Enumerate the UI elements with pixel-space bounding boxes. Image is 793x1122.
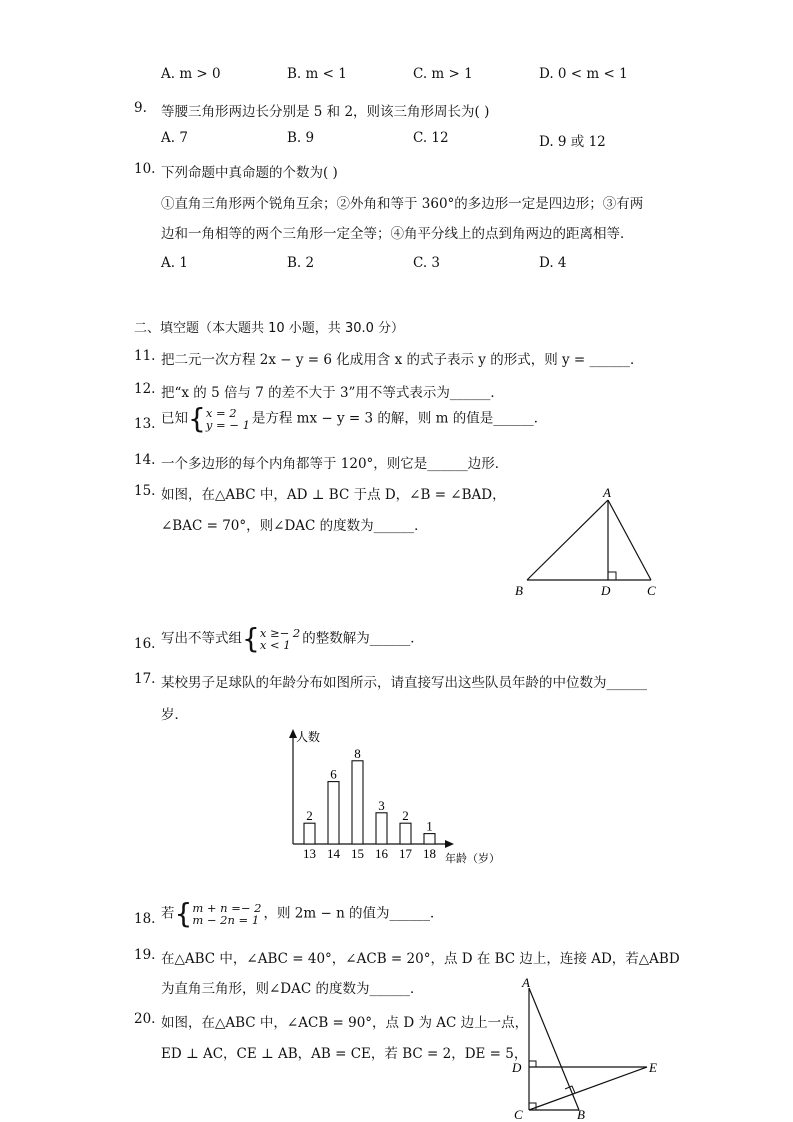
x-axis-label: 年龄（岁） [445, 853, 500, 865]
label-e: E [649, 1060, 657, 1075]
question-14-text: 一个多边形的每个内角都等于 120°，则它是______边形． [161, 456, 509, 472]
label-c: C [647, 583, 656, 598]
question-18-text [161, 897, 444, 930]
equation-system [192, 902, 261, 926]
q9-option-b: B. 9 [287, 130, 315, 146]
question-17-number: 17. [134, 671, 156, 687]
bar-14 [328, 782, 339, 844]
question-text: 下列命题中真命题的个数为( ) [161, 165, 338, 181]
question-number: 10. [134, 161, 156, 177]
question-14-number: 14. [134, 452, 156, 468]
bar-16 [376, 813, 387, 844]
q13-pre: 已知 [161, 410, 188, 427]
q18-pre: 若 [161, 905, 175, 922]
question-11-number: 11. [134, 348, 156, 364]
question-16-number: 16. [134, 636, 156, 652]
question-13-text [161, 402, 548, 435]
bar-15 [352, 761, 363, 844]
question-17-text-line2: 岁． [161, 707, 188, 723]
question-12-number: 12. [134, 381, 156, 397]
section-heading: 二、填空题（本大题共 10 小题，共 30.0 分） [134, 321, 405, 336]
age-bar-chart [278, 726, 518, 868]
question-text-line: ①直角三角形两个锐角互余；②外角和等于 360°的多边形一定是四边形；③有两 [161, 196, 644, 212]
bar-value-label: 6 [330, 766, 337, 782]
q8-option-b: B. m < 1 [287, 66, 347, 82]
q10-option-d: D. 4 [539, 255, 567, 271]
side-ab [529, 988, 579, 1110]
system-line-2: m − 2n = 1 [192, 913, 260, 927]
q18-post: ，则 2m − n 的值为______． [263, 905, 444, 922]
q16-pre: 写出不等式组 [161, 630, 242, 647]
brace-glyph: { [242, 622, 260, 655]
equation-system [206, 407, 250, 431]
inequality-system [260, 627, 300, 651]
label-b: B [577, 1107, 585, 1122]
question-15-number: 15. [134, 483, 156, 499]
question-20-number: 20. [134, 1011, 156, 1027]
question-11-text: 把二元一次方程 2x − y = 6 化成用含 x 的式子表示 y 的形式，则 y = ______． [161, 352, 644, 368]
system-line-2: y = − 1 [205, 418, 250, 432]
q10-option-a: A. 1 [161, 255, 188, 271]
bar-13 [304, 823, 315, 844]
q10-option-c: C. 3 [413, 255, 441, 271]
y-axis-label: 人数 [296, 730, 321, 744]
question-17-text-line1: 某校男子足球队的年龄分布如图所示，请直接写出这些队员年龄的中位数为______ [161, 675, 647, 691]
q10-option-b: B. 2 [287, 255, 315, 271]
question-20-text-line1: 如图，在△ABC 中，∠ACB = 90°，点 D 为 AC 边上一点， [161, 1015, 529, 1031]
q8-option-a: A. m > 0 [161, 66, 221, 82]
right-angle-mark [608, 572, 616, 580]
bar-18 [424, 834, 435, 844]
q8-option-d: D. 0 < m < 1 [539, 66, 628, 82]
label-a: A [522, 976, 530, 990]
question-number: 9. [134, 100, 147, 116]
question-20-text-line2: ED ⊥ AC，CE ⊥ AB，AB = CE，若 BC = 2，DE = 5， [161, 1046, 528, 1062]
x-tick-label: 16 [375, 846, 388, 861]
question-19-text-line1: 在△ABC 中，∠ABC = 40°，∠ACB = 20°，点 D 在 BC 边上，连接 AD，若△ABD [161, 951, 680, 967]
question-13-number: 13. [134, 416, 156, 432]
label-d: D [601, 583, 611, 598]
label-c: C [514, 1107, 523, 1122]
label-a: A [603, 485, 611, 500]
q9-option-c: C. 12 [413, 130, 449, 146]
system-line-1: m + n =− 2 [192, 901, 262, 915]
bar-value-label: 8 [354, 745, 361, 761]
side-ab [527, 500, 608, 580]
system-line-1: x = 2 [205, 406, 237, 420]
q9-option-a: A. 7 [161, 130, 188, 146]
question-15-text-line2: ∠BAC = 70°，则∠DAC 的度数为______． [161, 518, 428, 534]
system-line-2: x < 1 [259, 638, 291, 652]
bar-value-label: 1 [426, 818, 433, 834]
question-text-line: 边和一角相等的两个三角形一定全等；④角平分线上的点到角两边的距离相等． [161, 226, 634, 242]
segment-ce [529, 1067, 647, 1110]
question-18-number: 18. [134, 911, 156, 927]
q8-option-c: C. m > 1 [413, 66, 473, 82]
label-b: B [515, 583, 523, 598]
side-ac [608, 500, 651, 580]
question-text: 等腰三角形两边长分别是 5 和 2，则该三角形周长为( ) [161, 104, 490, 120]
bar-17 [400, 823, 411, 844]
q13-post: 是方程 mx − y = 3 的解，则 m 的值是______． [251, 410, 548, 427]
question-19-text-line2: 为直角三角形，则∠DAC 的度数为______． [161, 981, 424, 997]
bar-value-label: 2 [402, 808, 409, 824]
label-d: D [512, 1060, 522, 1075]
question-19-number: 19. [134, 947, 156, 963]
x-tick-label: 17 [399, 846, 412, 861]
question-12-text: 把“x 的 5 倍与 7 的差不大于 3”用不等式表示为______． [161, 385, 504, 401]
bar-value-label: 2 [306, 808, 313, 824]
x-tick-label: 15 [351, 846, 364, 861]
triangle-ace-figure [505, 976, 675, 1122]
q9-option-d: D. 9 或 12 [539, 134, 606, 150]
brace-glyph: { [188, 402, 206, 435]
question-16-text [161, 622, 424, 655]
right-angle-mark-d [529, 1061, 536, 1067]
q16-post: 的整数解为______． [302, 630, 424, 647]
x-tick-label: 18 [423, 846, 436, 861]
x-tick-label: 14 [327, 846, 340, 861]
question-15-text-line1: 如图，在△ABC 中，AD ⊥ BC 于点 D，∠B = ∠BAD， [161, 487, 506, 503]
x-tick-label: 13 [303, 846, 316, 861]
system-line-1: x ≥− 2 [259, 626, 301, 640]
triangle-abc-figure [505, 482, 675, 604]
bar-value-label: 3 [378, 797, 385, 813]
x-axis-arrow [445, 840, 454, 848]
brace-glyph: { [174, 897, 193, 930]
